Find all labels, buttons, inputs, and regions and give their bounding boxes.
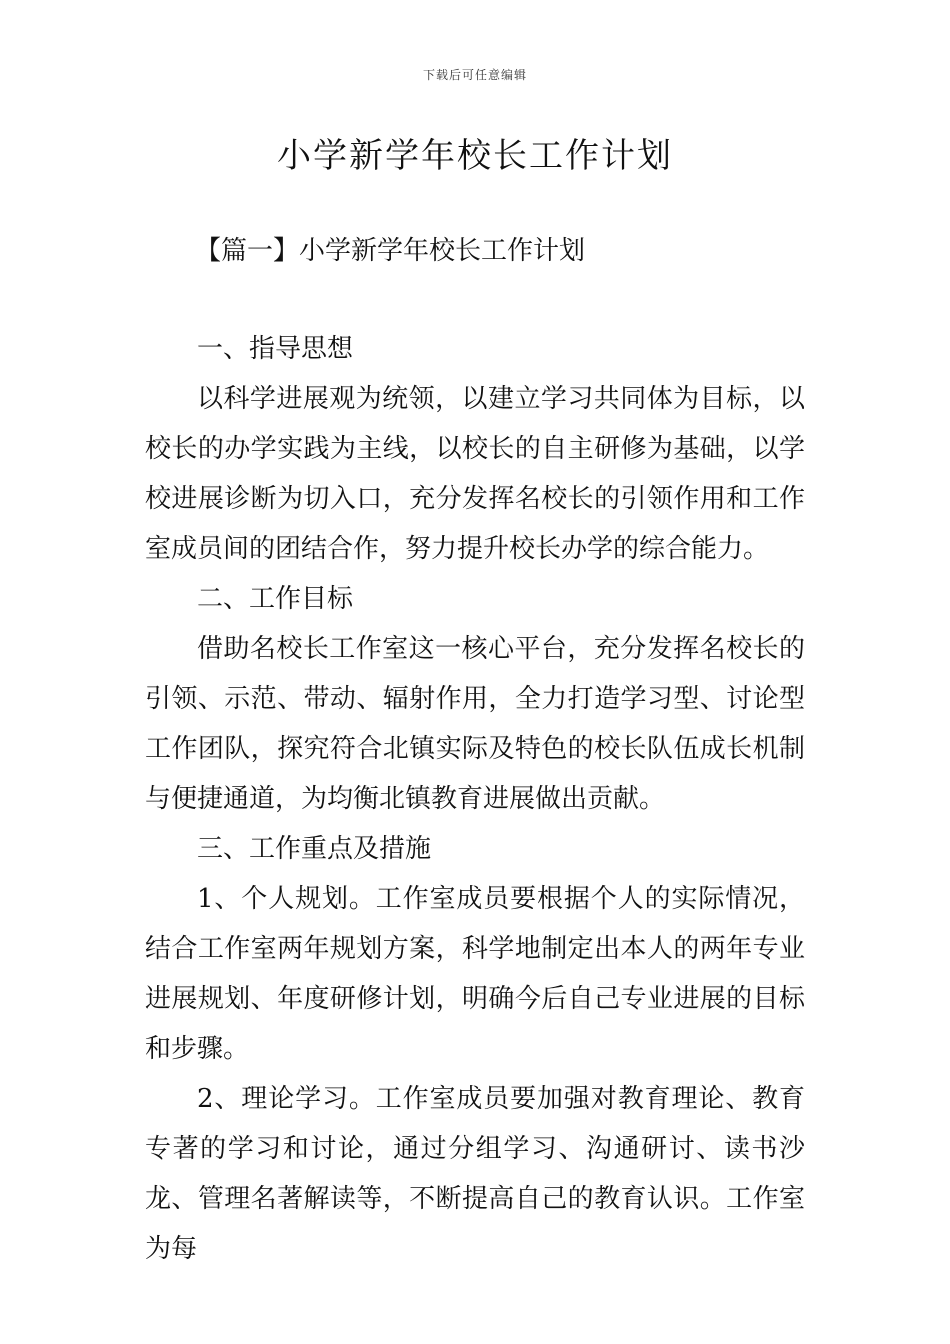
- paragraph: 以科学进展观为统领，以建立学习共同体为目标，以校长的办学实践为主线，以校长的自主研修为基础，以学校进展诊断为切入口，充分发挥名校长的引领作用和工作室成员间的团结合作，努力提升校长办学的综合能力。: [145, 384, 805, 564]
- header-note: 下载后可任意编辑: [422, 68, 527, 82]
- section-heading: 二、工作目标: [197, 584, 354, 614]
- paragraph: 借助名校长工作室这一核心平台，充分发挥名校长的引领、示范、带动、辐射作用，全力打造学习型、讨论型工作团队，探究符合北镇实际及特色的校长队伍成长机制与便捷通道，为均衡北镇教育进展做出贡献。: [145, 634, 805, 814]
- section-heading: 一、指导思想: [197, 334, 354, 364]
- paragraph: 2、理论学习。工作室成员要加强对教育理论、教育专著的学习和讨论，通过分组学习、沟通研讨、读书沙龙、管理名著解读等，不断提高自己的教育认识。工作室为每: [145, 1084, 805, 1264]
- document-title: 小学新学年校长工作计划: [277, 136, 673, 176]
- paragraph: 1、个人规划。工作室成员要根据个人的实际情况，结合工作室两年规划方案，科学地制定出本人的两年专业进展规划、年度研修计划，明确今后自己专业进展的目标和步骤。: [145, 884, 805, 1064]
- document-body: [145, 324, 805, 1274]
- section-heading: 三、工作重点及措施: [197, 834, 432, 864]
- section-subtitle: 【篇一】小学新学年校长工作计划: [195, 236, 586, 266]
